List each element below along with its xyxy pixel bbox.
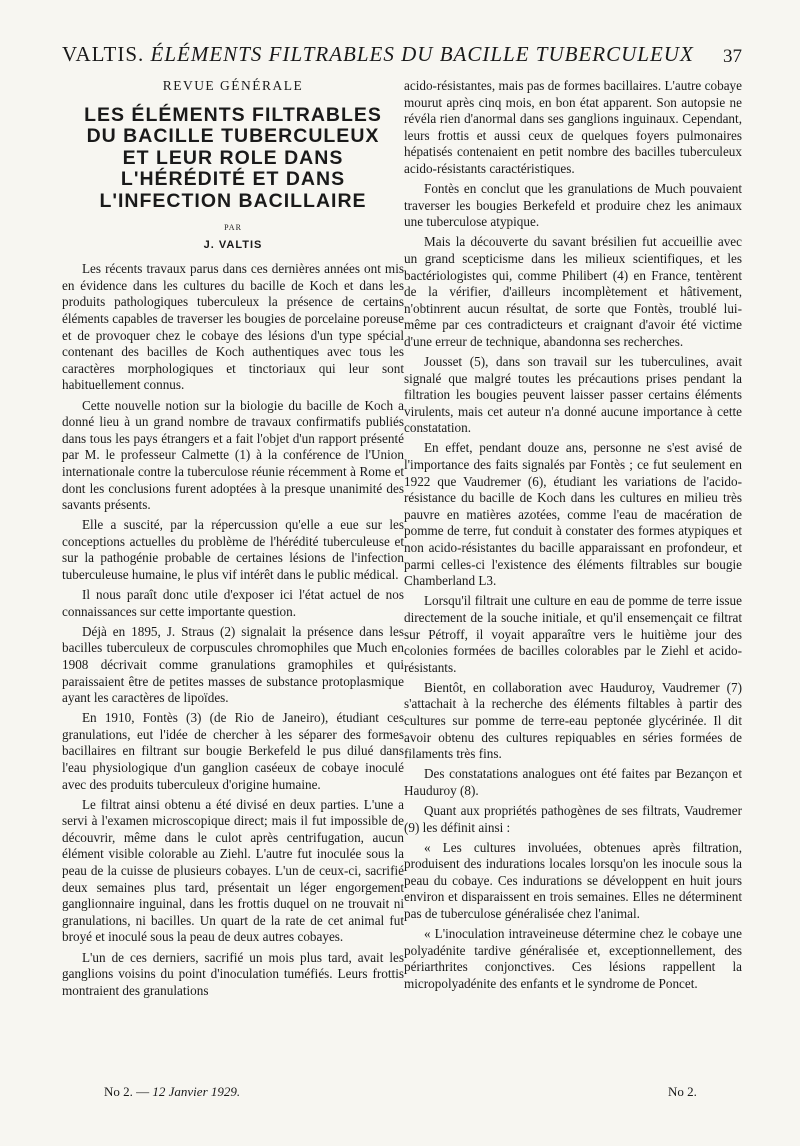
article-title-line: L'HÉRÉDITÉ ET DANS [120, 168, 346, 191]
article-author: J. VALTIS [203, 238, 263, 251]
quote-paragraph: « L'inoculation intraveineuse détermine chez le cobaye une polyadénite tardive généralisée et, exceptionnellement, des périarthrites conjonctives. Ces lésions rappellent la micropolyadénite des enfants et le syndrome de Poncet. [404, 926, 742, 991]
paragraph: Bientôt, en collaboration avec Hauduroy, Vaudremer (7) s'attachait à la recherche des éléments filtables à partir des cultures sur pomme de terre-eau peptonée glycérinée. Il dit avoir obtenu des cultures repiquables en séries formées de filaments très fins. [404, 679, 742, 762]
page-number: 37 [723, 46, 742, 67]
running-head-author: VALTIS. [62, 42, 145, 66]
footer-date: 12 Janvier 1929. [152, 1084, 241, 1099]
left-column [62, 78, 404, 1003]
paragraph: Déjà en 1895, J. Straus (2) signalait la présence dans les bacilles tuberculeux de corpuscules chromophiles que Much en 1908 décrivait comme granulations gramophiles et qui paraissaient être de petites masses de substance protoplasmique ayant les caractères de lipoïdes. [62, 623, 404, 706]
article-title-line: L'INFECTION BACILLAIRE [99, 189, 367, 212]
footer-issue: No 2. — [104, 1084, 150, 1099]
paragraph: Le filtrat ainsi obtenu a été divisé en deux parties. L'une a servi à l'examen microscopique direct; mais il fut impossible de découvrir, même dans le culot après centrifugation, aucun élément visible colorable au Ziehl. L'autre fut inoculée sous la peau de la cuisse de plusieurs cobayes. L'un de ceux-ci, sacrifié deux semaines plus tard, présentait un léger engorgement ganglionnaire inguinal, dans les frottis duquel on ne trouvait ni granulations, ni bacilles. Un quart de la rate de cet animal fut broyé et inoculé sous la peau de deux autres cobayes. [62, 796, 404, 945]
paragraph: L'un de ces derniers, sacrifié un mois plus tard, avait les ganglions voisins du point d'inoculation tuméfiés. Leurs frottis montraient des granulations [62, 949, 404, 998]
paragraph: En effet, pendant douze ans, personne ne s'est avisé de l'importance des faits signalés par Fontès ; ce fut seulement en 1922 que Vaudremer (6), étudiant les variations de l'acido-résistance du bacille de Koch dans les cultures en milieu très pauvre en matières azotées, comme l'eau de macération de pomme de terre, fut conduit à constater des formes atypiques et non acido-résistantes du bacille apparaissant en profondeur, et parmi celles-ci l'existence des éléments filtrables sur bougie Chamberland L3. [404, 440, 742, 589]
quote-paragraph: « Les cultures involuées, obtenues après filtration, produisent des indurations locales lorsqu'on les inocule sous la peau du cobaye. Ces indurations se développent en huit jours environ et disparaissent en trois semaines. Elles ne déterminent pas de tuberculose généralisée chez l'animal. [404, 839, 742, 921]
footer-issue-date [104, 1084, 240, 1100]
paragraph: Les récents travaux parus dans ces dernières années ont mis en évidence dans les cultures du bacille de Koch et dans les produits pathologiques tuberculeux la présence de certains éléments capables de traverser les bougies de porcelaine poreuse et de provoquer chez le cobaye des lésions d'un type spécial contenant des bacilles de Koch authentiques avec tous les caractères morphologiques et tinctoriaux qui leur sont habituellement connus. [62, 261, 404, 393]
paragraph: Mais la découverte du savant brésilien fut accueillie avec un grand scepticisme dans les milieux scientifiques, et les bactériologistes qui, comme Philibert (4) en France, tentèrent de la vérifier, d'ailleurs incomplètement et hâtivement, n'obtinrent aucun résultat, de sorte que Fontès, troublé lui-même par ces contradicteurs et craignant d'avoir été victime d'une erreur de technique, abandonna ses recherches. [404, 234, 742, 349]
running-head-title: ÉLÉMENTS FILTRABLES DU BACILLE TUBERCULEUX [150, 42, 694, 66]
footer-issue-short: No 2. [668, 1084, 697, 1099]
paragraph: Jousset (5), dans son travail sur les tuberculines, avait signalé que malgré toutes les précautions prises pendant la filtration les bougies peuvent laisser passer certains éléments virulents, mais cet auteur n'a donné aucune importance à cette constatation. [404, 354, 742, 436]
paragraph: Quant aux propriétés pathogènes de ses filtrats, Vaudremer (9) les définit ainsi : [404, 802, 742, 835]
section-label: REVUE GÉNÉRALE [162, 78, 304, 93]
paragraph: Elle a suscité, par la répercussion qu'elle a eue sur les conceptions actuelles du problème de l'hérédité tuberculeuse et sur la pathogénie probable de certaines lésions de l'infection tuberculeuse humaine, le plus vif intérêt dans le public médical. [62, 517, 404, 582]
paragraph: Des constatations analogues ont été faites par Bezançon et Hauduroy (8). [404, 766, 742, 798]
paragraph-continued: acido-résistantes, mais pas de formes bacillaires. L'autre cobaye mourut après cinq mois, en bon état apparent. Son autopsie ne révéla rien d'anormal dans ses ganglions inguinaux. Cependant, leurs frottis et aussi ceux de quelques foyers pulmonaires hépatisés contenaient en petit nombre des bacilles tuberculeux acido-résistants caractéristiques. [404, 78, 742, 176]
article-title-line: ET LEUR ROLE DANS [122, 146, 344, 169]
paragraph: En 1910, Fontès (3) (de Rio de Janeiro), étudiant ces granulations, eut l'idée de chercher à les séparer des formes bacillaires en filtrant sur bougie Berkefeld le pus dilué dans l'eau physiologique d'un ganglion caséeux de cobaye inoculé avec des produits tuberculeux d'origine humaine. [62, 710, 404, 792]
running-header [62, 42, 742, 74]
by-label: PAR [224, 223, 242, 233]
paragraph: Il nous paraît donc utile d'exposer ici l'état actuel de nos connaissances sur cette importante question. [62, 587, 404, 619]
paragraph: Fontès en conclut que les granulations de Much pouvaient traverser les bougies Berkefeld et produire chez les animaux une tuberculose atypique. [404, 181, 742, 230]
paragraph: Lorsqu'il filtrait une culture en eau de pomme de terre issue directement de la souche initiale, et qu'il ensemençait ce filtrat sur Pétroff, il voyait apparaître vers le huitième jour des colonies formées de bacilles colorables par le Ziehl et acido-résistants. [404, 593, 742, 675]
article-title-line: LES ÉLÉMENTS FILTRABLES [84, 103, 382, 126]
running-head [62, 42, 694, 67]
article-title-line: DU BACILLE TUBERCULEUX [86, 125, 380, 148]
article-title [62, 105, 404, 213]
paragraph: Cette nouvelle notion sur la biologie du bacille de Koch a donné lieu à un grand nombre de travaux confirmatifs publiés dans tous les pays étrangers et a fait l'objet d'un rapport présenté par M. le professeur Calmette (1) à la conférence de l'Union internationale contre la tuberculose réunie récemment à Rome et dont les conclusions furent adoptées à la presque unanimité des savants présents. [62, 397, 404, 513]
right-column [404, 78, 742, 996]
